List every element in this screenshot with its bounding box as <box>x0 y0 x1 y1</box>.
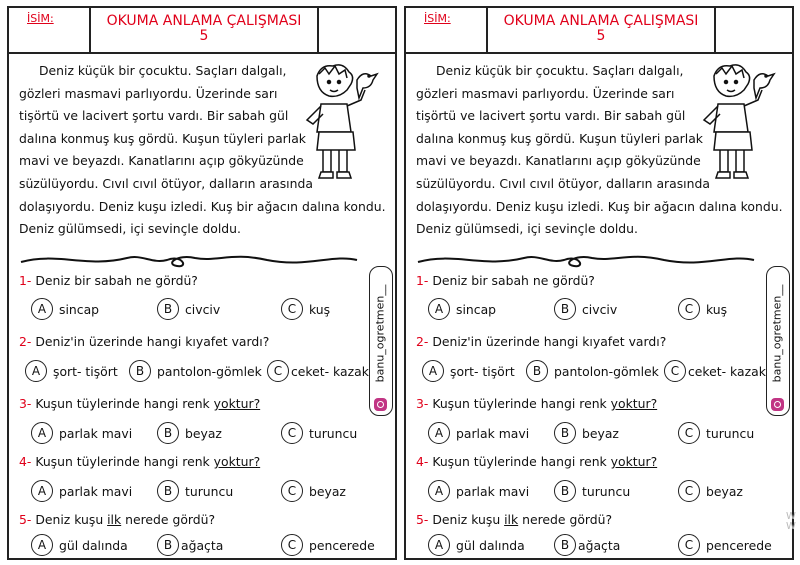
option-letter: A <box>428 534 450 556</box>
story-line: Deniz küçük bir çocuktu. Saçları dalgalı, <box>436 63 684 78</box>
story-line: dolaşıyordu. Deniz kuşu izledi. Kuş bir ağacın dalına kondu. <box>19 198 386 214</box>
option-b[interactable] <box>526 360 659 382</box>
option-a[interactable] <box>422 360 515 382</box>
option-letter: C <box>281 534 303 556</box>
option-letter: A <box>25 360 47 382</box>
story-text <box>19 60 386 241</box>
question-emphasis: ilk <box>107 512 122 527</box>
instagram-credit-badge <box>369 266 393 416</box>
option-text: gül dalında <box>456 537 525 553</box>
decorative-divider <box>17 250 362 270</box>
question-1 <box>416 273 595 288</box>
option-text: kuş <box>309 301 331 317</box>
question-text: Deniz bir sabah ne gördü? <box>35 273 198 288</box>
option-a[interactable] <box>428 422 529 444</box>
question-text: Deniz kuşu <box>432 512 505 527</box>
option-text: turuncu <box>309 425 358 441</box>
option-text: civciv <box>185 301 221 317</box>
header <box>9 8 395 54</box>
title-line2: 5 <box>199 28 209 44</box>
story-line: Deniz gülümsedi, içi sevinçle doldu. <box>19 221 241 237</box>
option-letter: A <box>31 298 53 320</box>
question-emphasis: yoktur? <box>213 396 261 411</box>
story-line: Deniz küçük bir çocuktu. Saçları dalgalı, <box>39 63 287 78</box>
option-letter: C <box>281 298 303 320</box>
option-text: ağaçta <box>578 537 621 553</box>
option-text: parlak mavi <box>456 425 530 441</box>
boy-with-bird-illustration <box>299 58 379 188</box>
credit-handle: banu_ogretmen__ <box>770 284 784 383</box>
option-letter: B <box>554 480 576 502</box>
question-5 <box>19 512 215 527</box>
worksheet-title <box>488 14 714 44</box>
question-number: 2- <box>19 334 32 349</box>
option-a[interactable] <box>428 480 529 502</box>
title-line1: OKUMA ANLAMA ÇALIŞMASI <box>106 13 302 29</box>
option-text: parlak mavi <box>456 483 530 499</box>
story-line: gözleri masmavi parlıyordu. Üzerinde sarı <box>416 85 675 101</box>
option-letter: B <box>526 360 548 382</box>
name-label: İSİM: <box>27 12 54 25</box>
question-text: Kuşun tüylerinde hangi renk <box>432 396 611 411</box>
story-line: mavi ve beyazdı. Kanatlarını açıp gökyüzünde <box>416 153 701 169</box>
option-a[interactable] <box>428 534 525 556</box>
option-b[interactable] <box>554 298 617 320</box>
option-b[interactable] <box>157 480 233 502</box>
question-text: Kuşun tüylerinde hangi renk <box>35 454 214 469</box>
option-text: pantolon-gömlek <box>554 363 659 379</box>
question-2 <box>416 334 666 349</box>
question-4 <box>416 454 657 469</box>
option-text: beyaz <box>185 425 222 441</box>
option-c[interactable] <box>281 298 330 320</box>
worksheet-right <box>404 6 794 560</box>
option-b[interactable] <box>554 534 620 556</box>
question-number: 5- <box>416 512 429 527</box>
question-2 <box>19 334 269 349</box>
option-c[interactable] <box>281 534 375 556</box>
story-line: tişörtü ve lacivert şortu vardı. Bir sabah gül <box>19 108 289 124</box>
question-number: 3- <box>19 396 32 411</box>
option-b[interactable] <box>554 422 619 444</box>
option-letter: A <box>31 480 53 502</box>
option-b[interactable] <box>554 480 630 502</box>
question-4 <box>19 454 260 469</box>
option-text: şort- tişört <box>53 363 118 379</box>
question-text: Deniz bir sabah ne gördü? <box>432 273 595 288</box>
option-letter: C <box>678 480 700 502</box>
option-letter: B <box>157 480 179 502</box>
question-number: 4- <box>19 454 32 469</box>
instagram-credit-badge <box>766 266 790 416</box>
option-letter: B <box>554 298 576 320</box>
option-a[interactable] <box>25 360 118 382</box>
option-text: pantolon-gömlek <box>157 363 262 379</box>
option-letter: C <box>281 480 303 502</box>
option-text: kuş <box>706 301 728 317</box>
option-letter: B <box>157 534 179 556</box>
decorative-divider <box>414 250 759 270</box>
worksheet-title <box>91 14 317 44</box>
question-text: Kuşun tüylerinde hangi renk <box>35 396 214 411</box>
option-text: sincap <box>59 301 100 317</box>
option-letter: B <box>129 360 151 382</box>
option-letter: B <box>157 298 179 320</box>
story-line: Deniz gülümsedi, içi sevinçle doldu. <box>416 221 638 237</box>
question-emphasis: yoktur? <box>610 454 658 469</box>
credit-handle: banu_ogretmen__ <box>373 284 387 383</box>
option-c[interactable] <box>678 422 754 444</box>
story-line: süzülüyordu. Cıvıl cıvıl ötüyor, dalların arasında <box>416 175 710 191</box>
option-c[interactable] <box>678 480 743 502</box>
question-text-end: nerede gördü? <box>121 512 216 527</box>
option-text: turuncu <box>582 483 631 499</box>
question-text: Kuşun tüylerinde hangi renk <box>432 454 611 469</box>
option-text: sincap <box>456 301 497 317</box>
question-emphasis: ilk <box>504 512 519 527</box>
option-c[interactable] <box>267 360 369 382</box>
option-letter: A <box>422 360 444 382</box>
option-a[interactable] <box>31 422 132 444</box>
option-c[interactable] <box>678 534 772 556</box>
story-line: süzülüyordu. Cıvıl cıvıl ötüyor, dalların arasında <box>19 175 313 191</box>
instagram-icon <box>771 398 784 411</box>
question-5 <box>416 512 612 527</box>
option-text: parlak mavi <box>59 483 133 499</box>
option-b[interactable] <box>129 360 262 382</box>
option-letter: A <box>31 534 53 556</box>
option-text: beyaz <box>706 483 743 499</box>
option-letter: B <box>157 422 179 444</box>
option-text: ağaçta <box>181 537 224 553</box>
story-line: dalına konmuş kuş gördü. Kuşun tüyleri parlak <box>19 130 306 146</box>
option-letter: B <box>554 422 576 444</box>
question-number: 5- <box>19 512 32 527</box>
option-c[interactable] <box>678 298 727 320</box>
option-letter: B <box>554 534 576 556</box>
option-letter: C <box>664 360 686 382</box>
title-line1: OKUMA ANLAMA ÇALIŞMASI <box>503 13 699 29</box>
option-text: turuncu <box>185 483 234 499</box>
option-letter: A <box>428 480 450 502</box>
question-emphasis: yoktur? <box>610 396 658 411</box>
question-text-end: nerede gördü? <box>518 512 613 527</box>
question-number: 1- <box>416 273 429 288</box>
option-text: gül dalında <box>59 537 128 553</box>
option-text: beyaz <box>582 425 619 441</box>
name-label: İSİM: <box>424 12 451 25</box>
title-line2: 5 <box>596 28 606 44</box>
header-divider <box>317 8 319 52</box>
question-number: 3- <box>416 396 429 411</box>
story-line: gözleri masmavi parlıyordu. Üzerinde sarı <box>19 85 278 101</box>
option-b[interactable] <box>157 422 222 444</box>
option-letter: A <box>428 298 450 320</box>
option-text: beyaz <box>309 483 346 499</box>
option-a[interactable] <box>31 480 132 502</box>
option-letter: C <box>678 534 700 556</box>
option-letter: C <box>678 422 700 444</box>
option-c[interactable] <box>281 422 357 444</box>
question-number: 4- <box>416 454 429 469</box>
boy-with-bird-illustration <box>696 58 776 188</box>
question-text: Deniz'in üzerinde hangi kıyafet vardı? <box>35 334 270 349</box>
question-3 <box>416 396 657 411</box>
option-letter: C <box>678 298 700 320</box>
option-c[interactable] <box>281 480 346 502</box>
story-line: tişörtü ve lacivert şortu vardı. Bir sabah gül <box>416 108 686 124</box>
question-3 <box>19 396 260 411</box>
story-line: dalına konmuş kuş gördü. Kuşun tüyleri parlak <box>416 130 703 146</box>
option-text: şort- tişört <box>450 363 515 379</box>
question-text: Deniz kuşu <box>35 512 108 527</box>
option-text: pencerede <box>706 537 772 553</box>
option-c[interactable] <box>664 360 766 382</box>
story-text <box>416 60 783 241</box>
watermark-fragment: W W <box>786 511 796 532</box>
question-number: 1- <box>19 273 32 288</box>
option-a[interactable] <box>31 298 99 320</box>
header-divider <box>714 8 716 52</box>
header <box>406 8 792 54</box>
option-text: ceket- kazak <box>688 363 766 379</box>
worksheet-left <box>7 6 397 560</box>
option-text: civciv <box>582 301 618 317</box>
option-letter: C <box>267 360 289 382</box>
option-b[interactable] <box>157 534 223 556</box>
option-text: turuncu <box>706 425 755 441</box>
story-line: dolaşıyordu. Deniz kuşu izledi. Kuş bir ağacın dalına kondu. <box>416 198 783 214</box>
option-b[interactable] <box>157 298 220 320</box>
story-line: mavi ve beyazdı. Kanatlarını açıp gökyüzünde <box>19 153 304 169</box>
question-number: 2- <box>416 334 429 349</box>
option-a[interactable] <box>31 534 128 556</box>
option-a[interactable] <box>428 298 496 320</box>
question-emphasis: yoktur? <box>213 454 261 469</box>
option-letter: A <box>31 422 53 444</box>
question-text: Deniz'in üzerinde hangi kıyafet vardı? <box>432 334 667 349</box>
option-text: pencerede <box>309 537 375 553</box>
option-text: ceket- kazak <box>291 363 369 379</box>
option-text: parlak mavi <box>59 425 133 441</box>
question-1 <box>19 273 198 288</box>
instagram-icon <box>374 398 387 411</box>
option-letter: A <box>428 422 450 444</box>
option-letter: C <box>281 422 303 444</box>
